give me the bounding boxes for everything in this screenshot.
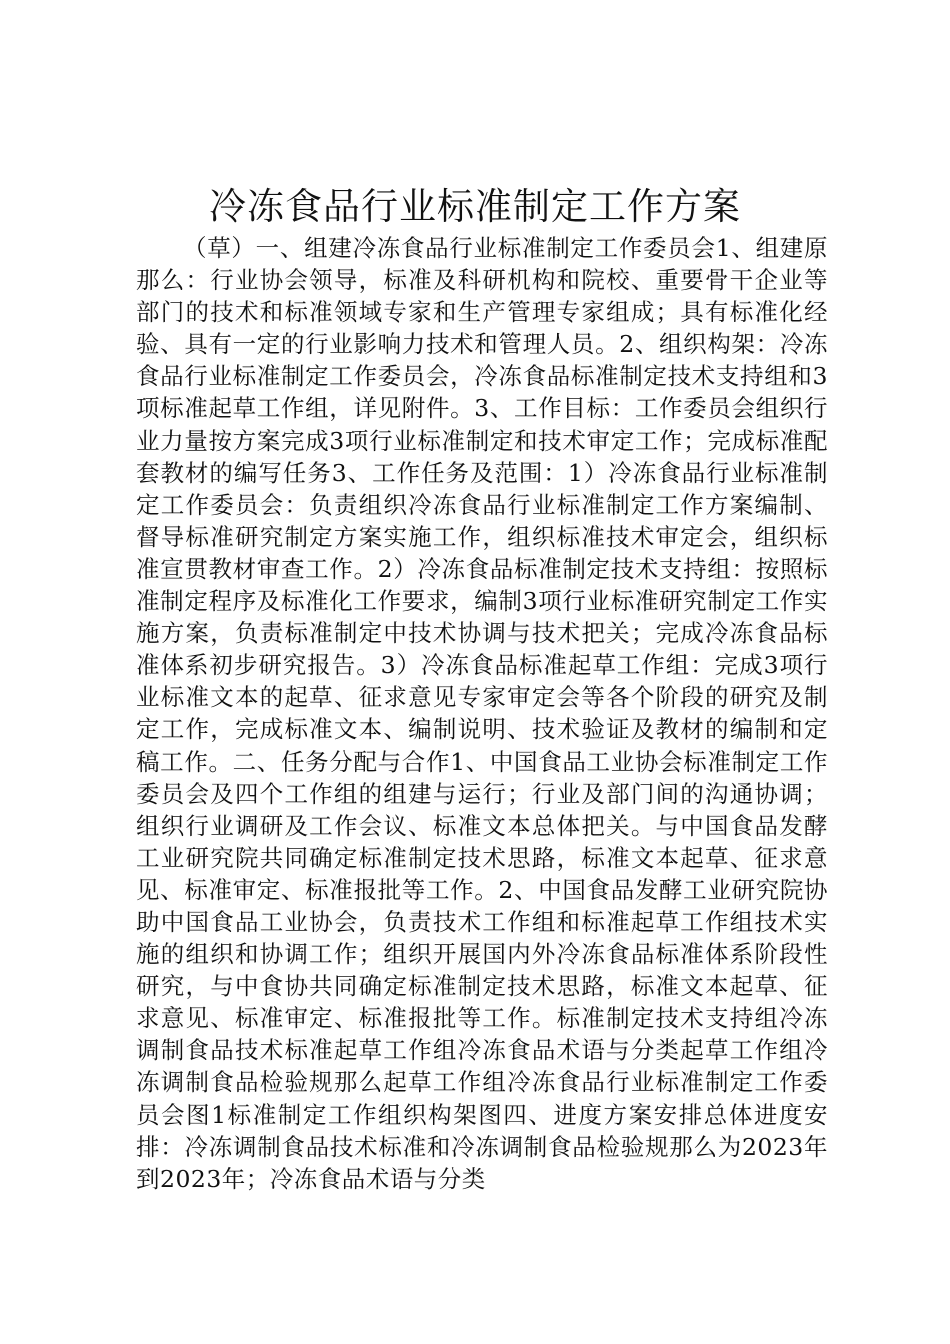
document-title: 冷冻食品行业标准制定工作方案	[209, 185, 741, 228]
document-body: （草）一、组建冷冻食品行业标准制定工作委员会1、组建原那么：行业协会领导，标准及科研机构和院校、重要骨干企业等部门的技术和标准领域专家和生产管理专家组成；具有标准化经验、具有一定的行业影响力技术和管理人员。2、组织构架：冷冻食品行业标准制定工作委员会，冷冻食品标准制定技术支持组和3项标准起草工作组，详见附件。3、工作目标：工作委员会组织行业力量按方案完成3项行业标准制定和技术审定工作；完成标准配套教材的编写任务3、工作任务及范围：1）冷冻食品行业标准制定工作委员会：负责组织冷冻食品行业标准制定工作方案编制、督导标准研究制定方案实施工作，组织标准技术审定会，组织标准宣贯教材审查工作。2）冷冻食品标准制定技术支持组：按照标准制定程序及标准化工作要求，编制3项行业标准研究制定工作实施方案，负责标准制定中技术协调与技术把关；完成冷冻食品标准体系初步研究报告。3）冷冻食品标准起草工作组：完成3项行业标准文本的起草、征求意见专家审定会等各个阶段的研究及制定工作，完成标准文本、编制说明、技术验证及教材的编制和定稿工作。二、任务分配与合作1、中国食品工业协会标准制定工作委员会及四个工作组的组建与运行；行业及部门间的沟通协调；组织行业调研及工作会议、标准文本总体把关。与中国食品发酵工业研究院共同确定标准制定技术思路，标准文本起草、征求意见、标准审定、标准报批等工作。2、中国食品发酵工业研究院协助中国食品工业协会，负责技术工作组和标准起草工作组技术实施的组织和协调工作；组织开展国内外冷冻食品标准体系阶段性研究，与中食协共同确定标准制定技术思路，标准文本起草、征求意见、标准审定、标准报批等工作。标准制定技术支持组冷冻调制食品技术标准起草工作组冷冻食品术语与分类起草工作组冷冻调制食品检验规那么起草工作组冷冻食品行业标准制定工作委员会图1标准制定工作组织构架图四、进度方案安排总体进度安排：冷冻调制食品技术标准和冷冻调制食品检验规那么为2023年到2023年；冷冻食品术语与分类	[136, 234, 828, 1192]
